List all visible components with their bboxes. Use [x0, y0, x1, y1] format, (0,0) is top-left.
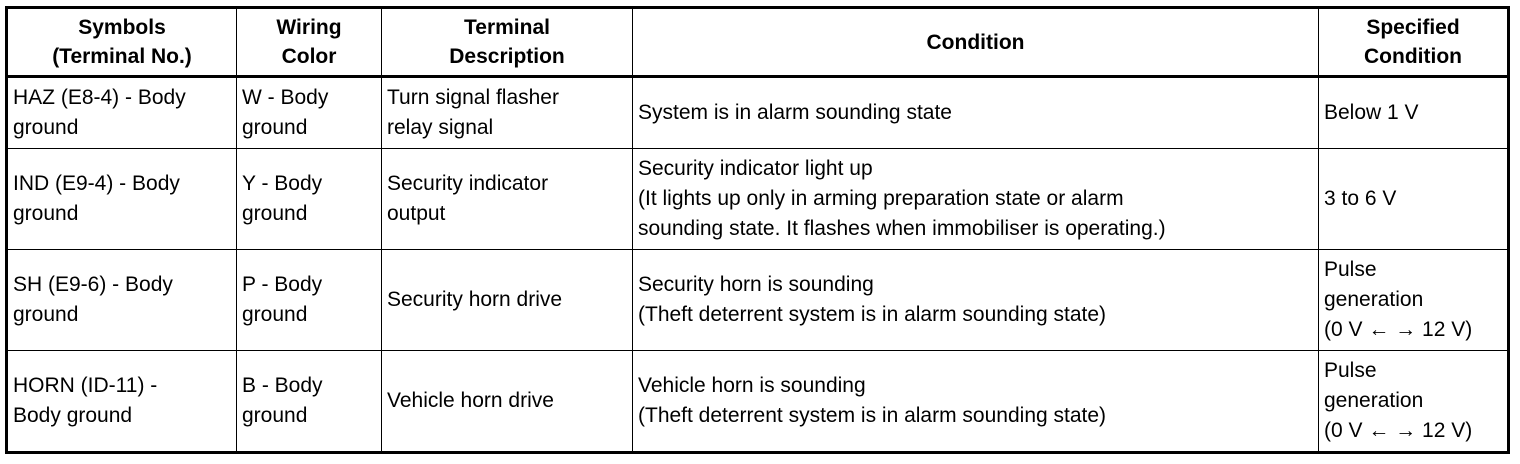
cell-text: B - Body	[242, 374, 323, 397]
cell-text: (It lights up only in arming preparation state or alarm	[638, 187, 1124, 210]
cell-text: HORN (ID-11) -	[13, 374, 158, 397]
cell-text: sounding state. It flashes when immobiliser is operating.)	[638, 217, 1166, 240]
header-condition	[633, 8, 1319, 77]
cell-text: Security horn drive	[387, 288, 563, 311]
cell-description	[382, 77, 633, 149]
cell-text: (Theft deterrent system is in alarm sounding state)	[638, 303, 1107, 326]
cell-text: System is in alarm sounding state	[638, 101, 952, 124]
cell-text: W - Body	[242, 86, 329, 109]
cell-wiring	[237, 250, 382, 351]
table-row	[7, 250, 1509, 351]
header-text: (Terminal No.)	[52, 45, 192, 68]
cell-text: ground	[242, 303, 308, 326]
cell-text: Pulse	[1324, 359, 1377, 382]
cell-text: ground	[242, 202, 308, 225]
cell-text: Below 1 V	[1324, 101, 1419, 124]
cell-text: SH (E9-6) - Body	[13, 273, 173, 296]
cell-text: (0 V ← → 12 V)	[1324, 419, 1473, 442]
cell-specified	[1319, 250, 1509, 351]
cell-text: IND (E9-4) - Body	[13, 172, 180, 195]
cell-text: ground	[13, 303, 79, 326]
cell-wiring	[237, 149, 382, 250]
table-row	[7, 77, 1509, 149]
cell-text: Security horn is sounding	[638, 273, 874, 296]
cell-text: Turn signal flasher	[387, 86, 559, 109]
header-text: Wiring	[276, 16, 342, 39]
cell-text: Y - Body	[242, 172, 323, 195]
header-text: Specified	[1366, 16, 1460, 39]
cell-condition	[633, 149, 1319, 250]
header-row	[7, 8, 1509, 77]
cell-text: Body ground	[13, 404, 133, 427]
cell-text: generation	[1324, 389, 1424, 412]
cell-symbol	[7, 149, 237, 250]
cell-specified	[1319, 149, 1509, 250]
cell-specified	[1319, 77, 1509, 149]
cell-text: P - Body	[242, 273, 323, 296]
cell-text: 3 to 6 V	[1324, 187, 1397, 210]
header-terminal-description	[382, 8, 633, 77]
table-row	[7, 351, 1509, 453]
cell-text: ground	[13, 116, 79, 139]
table-body	[7, 77, 1509, 453]
cell-text: output	[387, 202, 446, 225]
cell-text: (Theft deterrent system is in alarm sounding state)	[638, 404, 1107, 427]
cell-condition	[633, 77, 1319, 149]
cell-condition	[633, 351, 1319, 453]
cell-text: Vehicle horn is sounding	[638, 374, 866, 397]
header-text: Symbols	[78, 16, 166, 39]
cell-condition	[633, 250, 1319, 351]
cell-text: ground	[13, 202, 79, 225]
cell-text: (0 V ← → 12 V)	[1324, 318, 1473, 341]
header-text: Condition	[926, 30, 1025, 54]
table-row	[7, 149, 1509, 250]
cell-symbol	[7, 77, 237, 149]
cell-wiring	[237, 351, 382, 453]
header-symbols	[7, 8, 237, 77]
cell-symbol	[7, 351, 237, 453]
terminal-table-container	[5, 6, 1510, 454]
cell-description	[382, 250, 633, 351]
header-text: Terminal	[464, 16, 550, 39]
cell-text: relay signal	[387, 116, 494, 139]
cell-text: ground	[242, 404, 308, 427]
cell-text: Pulse	[1324, 258, 1377, 281]
cell-text: Security indicator light up	[638, 157, 873, 180]
cell-text: HAZ (E8-4) - Body	[13, 86, 186, 109]
cell-text: Vehicle horn drive	[387, 389, 554, 412]
header-text: Color	[281, 45, 337, 68]
header-wiring-color	[237, 8, 382, 77]
cell-text: Security indicator	[387, 172, 549, 195]
table-header	[7, 8, 1509, 77]
cell-specified	[1319, 351, 1509, 453]
cell-wiring	[237, 77, 382, 149]
header-text: Description	[449, 45, 565, 68]
cell-text: ground	[242, 116, 308, 139]
cell-text: generation	[1324, 288, 1424, 311]
cell-symbol	[7, 250, 237, 351]
cell-description	[382, 351, 633, 453]
cell-description	[382, 149, 633, 250]
header-text: Condition	[1364, 45, 1462, 68]
header-specified-condition	[1319, 8, 1509, 77]
terminal-table	[5, 6, 1510, 454]
